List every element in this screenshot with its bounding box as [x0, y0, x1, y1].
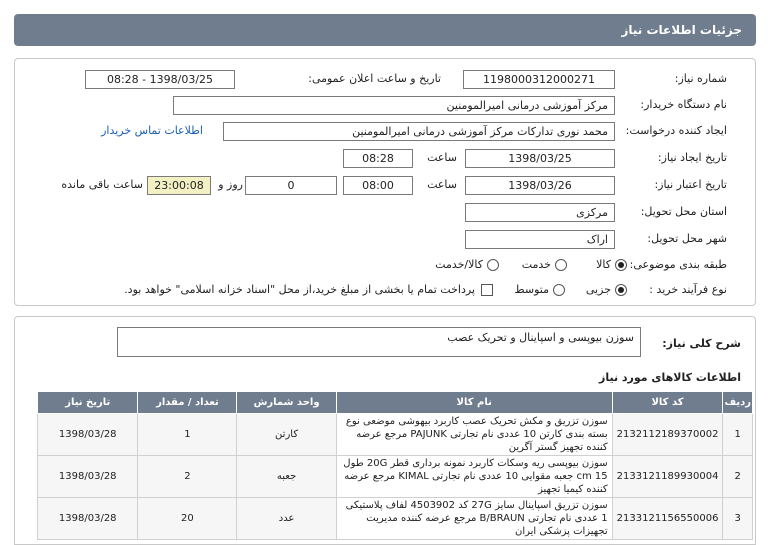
- city-label: شهر محل تحویل:: [647, 232, 727, 245]
- category-option-goods-service: کالا/خدمت: [435, 258, 483, 271]
- description-label: شرح کلی نیاز:: [662, 337, 741, 350]
- table-row[interactable]: [38, 456, 753, 498]
- province-field[interactable]: مرکزی: [465, 203, 615, 222]
- process-option-minor: جزیی: [585, 283, 611, 296]
- goods-qty: 2: [138, 456, 237, 498]
- goods-date: 1398/03/28: [38, 414, 138, 456]
- category-option-goods: کالا: [596, 258, 611, 271]
- valid-date-label: تاریخ اعتبار نیاز:: [654, 178, 727, 191]
- days-label: روز و: [218, 178, 243, 191]
- goods-table-header: [38, 392, 753, 414]
- goods-code: 2132112189370002: [612, 414, 723, 456]
- buyer-org-label: نام دستگاه خریدار:: [640, 98, 727, 111]
- process-radio-minor[interactable]: [615, 284, 627, 296]
- city-field[interactable]: اراک: [465, 230, 615, 249]
- goods-code: 2133121156550006: [612, 498, 723, 540]
- treasury-payment-note: پرداخت تمام یا بخشی از مبلغ خرید،از محل "اسناد خزانه اسلامی" خواهد بود.: [124, 283, 475, 296]
- requester-field[interactable]: محمد نوری تدارکات مرکز آموزشی درمانی امیرالمومنین: [223, 122, 615, 141]
- col-date-header: تاریخ نیاز: [38, 392, 138, 414]
- days-field[interactable]: 0: [245, 176, 337, 195]
- category-label: طبقه بندی موضوعی:: [629, 258, 727, 271]
- remaining-time-field: 23:00:08: [147, 176, 211, 195]
- buyer-org-field[interactable]: مرکز آموزشی درمانی امیرالمومنین: [173, 96, 615, 115]
- col-name-header: نام کالا: [336, 392, 612, 414]
- process-label: نوع فرآیند خرید :: [649, 283, 727, 296]
- row-number: 2: [723, 456, 753, 498]
- col-qty-header: تعداد / مقدار: [138, 392, 237, 414]
- process-radio-medium[interactable]: [553, 284, 565, 296]
- created-date-label: تاریخ ایجاد نیاز:: [657, 151, 727, 164]
- goods-date: 1398/03/28: [38, 498, 138, 540]
- row-number: 3: [723, 498, 753, 540]
- goods-qty: 1: [138, 414, 237, 456]
- valid-time-label: ساعت: [427, 178, 457, 191]
- col-unit-header: واحد شمارش: [237, 392, 336, 414]
- goods-section-title: اطلاعات کالاهای مورد نیاز: [599, 371, 741, 384]
- process-option-medium: متوسط: [514, 283, 549, 296]
- created-time-label: ساعت: [427, 151, 457, 164]
- col-code-header: کد کالا: [612, 392, 723, 414]
- page-title: جزئیات اطلاعات نیاز: [621, 23, 742, 37]
- treasury-payment-checkbox[interactable]: [481, 284, 493, 296]
- goods-name: سوزن بیوپسی ریه وسکات کاربرد نمونه برداری قطر 20G طول 15 cm جعبه مقوایی 10 عددی نام تجارتی KIMAL مرجع عرضه کننده کیمیا تجهیز: [336, 456, 612, 498]
- province-label: استان محل تحویل:: [640, 205, 727, 218]
- table-row[interactable]: [38, 498, 753, 540]
- goods-date: 1398/03/28: [38, 456, 138, 498]
- valid-time-field[interactable]: 08:00: [343, 176, 413, 195]
- page-title-bar: [14, 14, 756, 46]
- row-number: 1: [723, 414, 753, 456]
- description-field[interactable]: سوزن بیوپسی و اسپاینال و تحریک عصب: [117, 327, 641, 357]
- category-option-service: خدمت: [521, 258, 551, 271]
- requester-label: ایجاد کننده درخواست:: [625, 124, 727, 137]
- category-radio-goods[interactable]: [615, 259, 627, 271]
- created-time-field[interactable]: 08:28: [343, 149, 413, 168]
- buyer-contact-link[interactable]: اطلاعات تماس خریدار: [101, 124, 203, 137]
- need-number-label: شماره نیاز:: [674, 72, 727, 85]
- goods-qty: 20: [138, 498, 237, 540]
- table-row[interactable]: [38, 414, 753, 456]
- goods-name: سوزن تزریق و مکش تحریک عصب کاربرد بیهوشی موضعی نوع بسته بندی کارتن 10 عددی نام تجارتی PAJUNK مرجع عرضه کننده تجهیز گستر آگرین: [336, 414, 612, 456]
- need-details-panel: [14, 58, 756, 306]
- valid-date-field[interactable]: 1398/03/26: [465, 176, 615, 195]
- remaining-label: ساعت باقی مانده: [61, 178, 143, 191]
- category-radio-service[interactable]: [555, 259, 567, 271]
- goods-table: [37, 391, 753, 540]
- category-radio-goods-service[interactable]: [487, 259, 499, 271]
- goods-unit: کارتن: [237, 414, 336, 456]
- description-panel: [14, 316, 756, 545]
- announce-field[interactable]: 1398/03/25 - 08:28: [85, 70, 235, 89]
- col-row-header: ردیف: [723, 392, 753, 414]
- goods-code: 2133121189930004: [612, 456, 723, 498]
- need-number-field[interactable]: 1198000312000271: [463, 70, 615, 89]
- goods-unit: عدد: [237, 498, 336, 540]
- announce-label: تاریخ و ساعت اعلان عمومی:: [308, 72, 441, 85]
- created-date-field[interactable]: 1398/03/25: [465, 149, 615, 168]
- goods-name: سوزن تزریق اسپاینال سایز 27G کد 4503902 لفاف پلاستیکی 1 عددی نام تجارتی B/BRAUN مرجع عرضه کننده مدیریت تجهیزات پزشکی ایران: [336, 498, 612, 540]
- goods-unit: جعبه: [237, 456, 336, 498]
